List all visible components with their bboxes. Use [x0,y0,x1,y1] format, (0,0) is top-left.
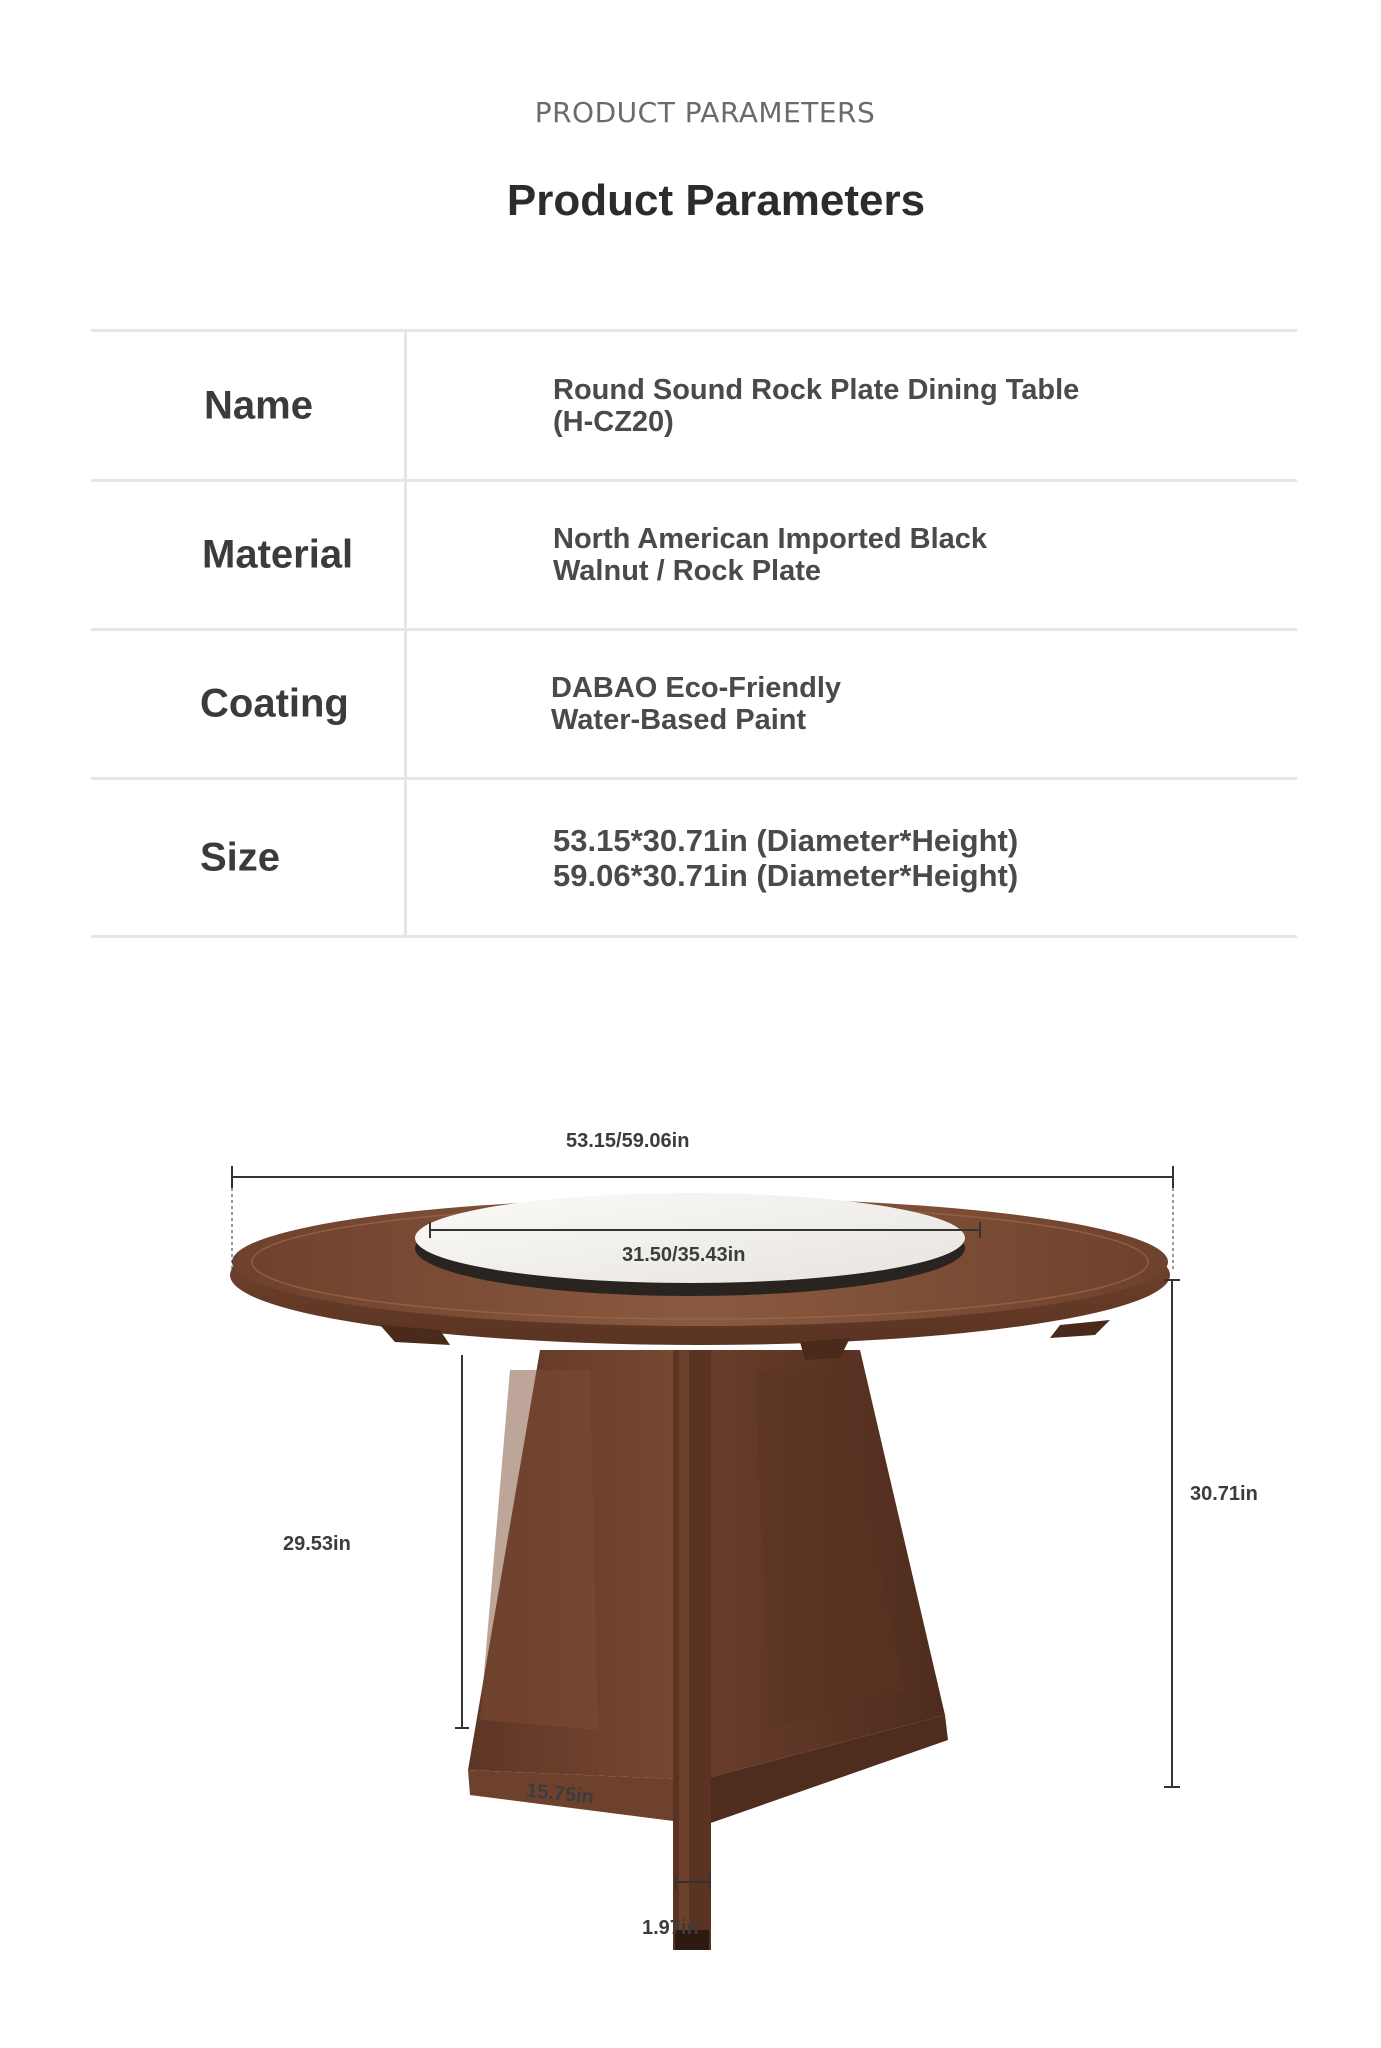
column-divider [404,482,407,628]
parameter-row-coating [91,628,1297,777]
parameter-value [553,823,1018,893]
parameter-row-size [91,777,1297,938]
parameter-row-material [91,479,1297,628]
page-title: Product Parameters [506,176,926,225]
table-dimension-figure [0,1080,1381,2020]
parameter-value-line: 59.06*30.71in (Diameter*Height) [553,857,1019,893]
parameter-value-line: (H-CZ20) [553,405,674,438]
pedestal-base [468,1350,948,1950]
parameter-label: Material [202,532,354,577]
dimension-label-base-height: 29.53in [283,1533,351,1555]
dimension-label-tabletop-diameter: 53.15/59.06in [566,1130,690,1152]
column-divider [404,332,407,479]
parameter-value-line: DABAO Eco-Friendly [551,672,842,704]
parameter-table [91,329,1297,938]
parameter-value [553,523,987,587]
parameter-label: Coating [200,681,349,726]
table-illustration [0,1080,1381,2020]
parameter-value-line: North American Imported Black [553,523,988,555]
dimension-label-leg-width: 1.97in [642,1917,699,1939]
parameter-label: Name [204,383,313,427]
column-divider [404,780,407,935]
parameter-row-name [91,329,1297,479]
dimension-label-total-height: 30.71in [1190,1483,1258,1505]
column-divider [404,631,407,777]
parameter-label: Size [200,835,281,879]
parameter-value-line: 53.15*30.71in (Diameter*Height) [553,822,1019,858]
parameter-value-line: Water-Based Paint [551,704,807,736]
parameter-value-line: Round Sound Rock Plate Dining Table [553,373,1080,406]
parameter-value [551,672,841,736]
section-eyebrow: PRODUCT PARAMETERS [534,96,876,129]
dimension-label-lazy-susan-diameter: 31.50/35.43in [622,1244,746,1266]
parameter-value-line: Walnut / Rock Plate [553,555,822,587]
dimension-label-base-width: 15.75in [525,1779,595,1809]
parameter-value [553,374,1079,438]
